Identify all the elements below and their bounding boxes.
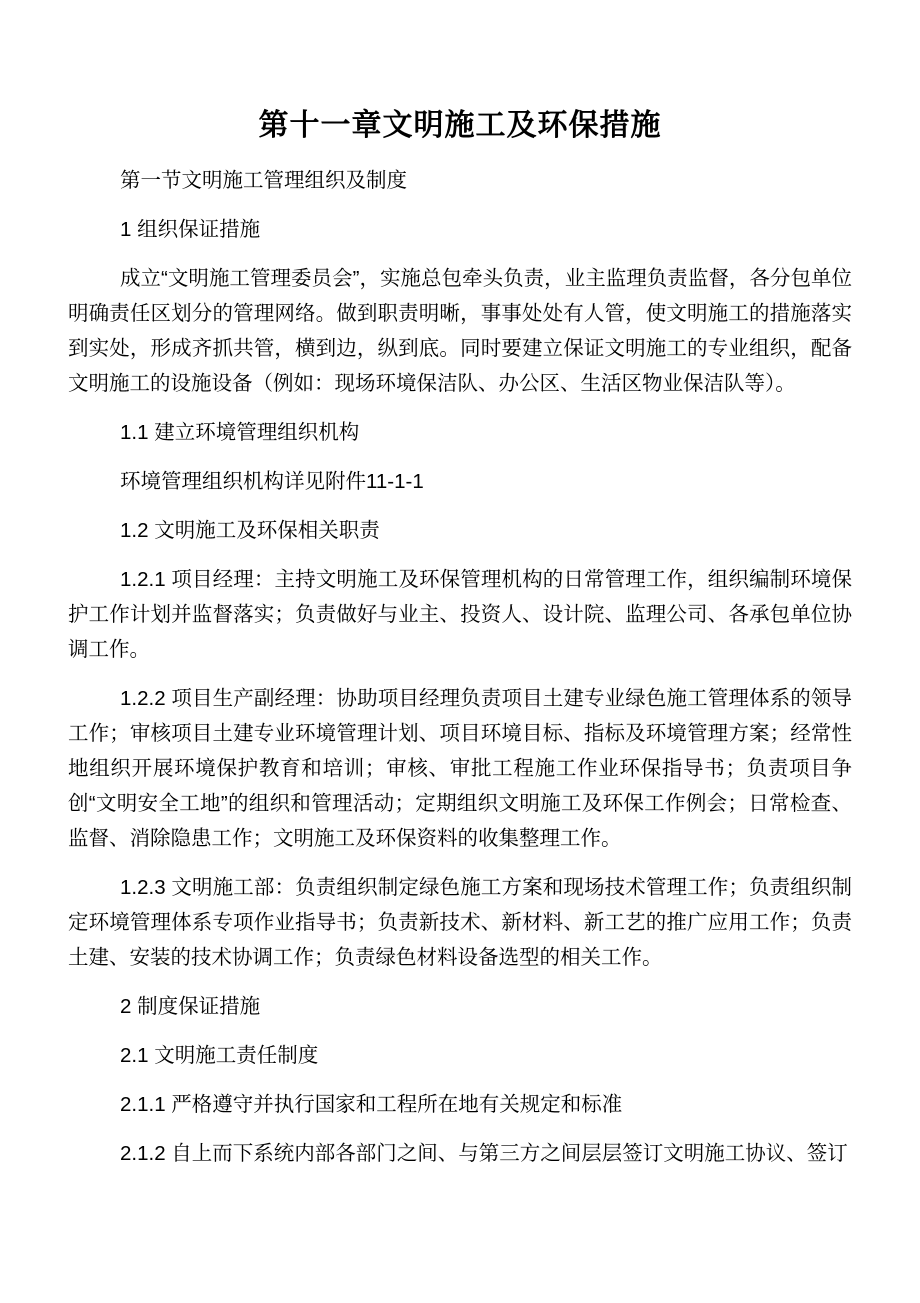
body-paragraph: 1.2.3 文明施工部：负责组织制定绿色施工方案和现场技术管理工作；负责组织制定环境管理体系专项作业指导书；负责新技术、新材料、新工艺的推广应用工作；负责土建、安装的技术协调工作；负责绿色材料设备选型的相关工作。 (68, 876, 852, 969)
heading-1-2: 1.2 文明施工及环保相关职责 (120, 519, 380, 542)
body-paragraph: 成立“文明施工管理委员会”，实施总包牵头负责，业主监理负责监督，各分包单位明确责任区划分的管理网络。做到职责明晰，事事处处有人管，使文明施工的措施落实到实处，形成齐抓共管，横到边，纵到底。同时要建立保证文明施工的专业组织，配备文明施工的设施设备（例如：现场环境保洁队、办公区、生活区物业保洁队等）。 (68, 267, 852, 395)
section-heading: 第一节文明施工管理组织及制度 (120, 169, 407, 192)
body-paragraph: 1.2.1 项目经理：主持文明施工及环保管理机构的日常管理工作，组织编制环境保护工作计划并监督落实；负责做好与业主、投资人、设计院、监理公司、各承包单位协调工作。 (68, 568, 852, 661)
heading-1-1: 1.1 建立环境管理组织机构 (120, 421, 360, 444)
heading-2-1-1: 2.1.1 严格遵守并执行国家和工程所在地有关规定和标准 (120, 1093, 623, 1116)
heading-2-1: 2.1 文明施工责任制度 (120, 1044, 319, 1067)
heading-1: 1 组织保证措施 (120, 218, 261, 241)
heading-2: 2 制度保证措施 (120, 995, 261, 1018)
body-paragraph: 1.2.2 项目生产副经理：协助项目经理负责项目土建专业绿色施工管理体系的领导工作；审核项目土建专业环境管理计划、项目环境目标、指标及环境管理方案；经常性地组织开展环境保护教育和培训；审核、审批工程施工作业环保指导书；负责项目争创“文明安全工地”的组织和管理活动；定期组织文明施工及环保工作例会；日常检查、监督、消除隐患工作；文明施工及环保资料的收集整理工作。 (68, 687, 852, 850)
body-paragraph: 环境管理组织机构详见附件11-1-1 (120, 470, 424, 493)
chapter-title: 第十一章文明施工及环保措施 (258, 109, 662, 142)
heading-2-1-2: 2.1.2 自上而下系统内部各部门之间、与第三方之间层层签订文明施工协议、签订 (120, 1142, 848, 1165)
